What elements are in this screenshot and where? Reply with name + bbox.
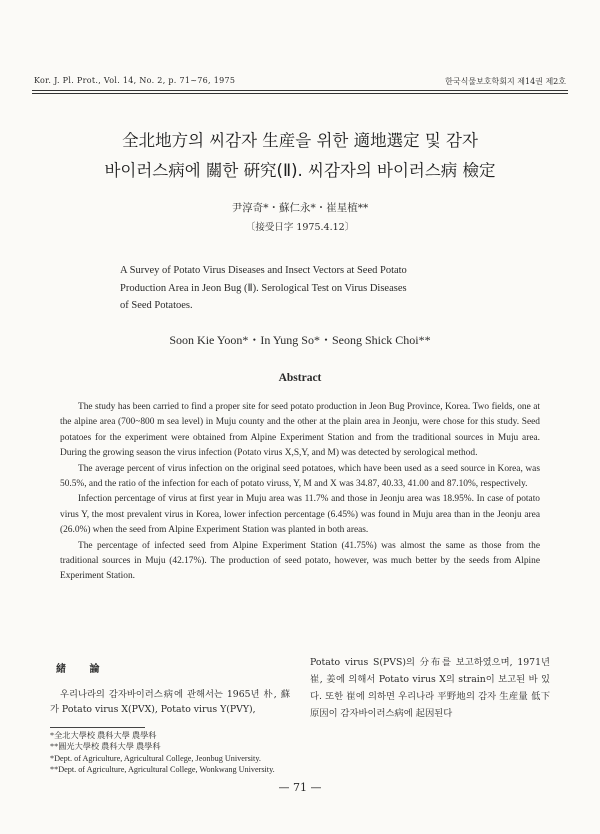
abstract-heading: Abstract <box>278 372 322 384</box>
footnote-affiliation-2-english: **Dept. of Agriculture, Agricultural College, Wonkwang University. <box>50 764 275 774</box>
header-rule <box>32 90 568 94</box>
intro-paragraph-left: 우리나라의 감자바이러스病에 관해서는 1965년 朴, 蘇가 Potato virus X(PVX), Potato virus Y(PVY), <box>50 688 290 715</box>
intro-right-column <box>310 654 550 722</box>
footnote-rule <box>50 727 145 728</box>
intro-heading: 緒 論 <box>56 664 110 675</box>
abstract-paragraph: The average percent of virus infection on the original seed potatoes, which have been used as a seed source in Korea, was 50.5%, and the ratio of the infection for each of potato viruss, Y, M and X was 34.87, 40.33, 41.00 and 87.10%, respectively. <box>60 463 540 490</box>
received-date: 〔接受日字 1975.4.12〕 <box>245 222 355 233</box>
footnote-affiliation-2-korean: **圓光大學校 農科大學 農學科 <box>50 742 161 752</box>
journal-citation: Kor. J. Pl. Prot., Vol. 14, No. 2, p. 71~76, 1975 <box>34 76 236 85</box>
journal-name-korean: 한국식물보호학회지 제14권 제2호 <box>445 77 566 86</box>
abstract-body <box>60 400 540 585</box>
footnote-affiliation-1-korean: *全北大學校 農科大學 農學科 <box>50 731 157 740</box>
english-title <box>120 262 520 315</box>
footnote-affiliation-1-english: *Dept. of Agriculture, Agricultural College, Jeonbug University. <box>50 753 261 763</box>
english-title-line-3: of Seed Potatoes. <box>120 300 193 311</box>
intro-paragraph-right: Potato virus S(PVS)의 分布를 보고하였으며, 1971년 崔, 姜에 의해서 Potato virus X의 strain이 보고된 바 있다. 또한 崔에 의하면 우리나라 平野地의 감자 生産量 低下 原因이 감자바이러스病에 起因된다 <box>310 657 550 719</box>
title-line-1: 全北地方의 씨감자 生産을 위한 適地選定 및 감자 <box>122 131 478 150</box>
authors-english: Soon Kie Yoon*・In Yung So*・Seong Shick Choi** <box>169 333 431 347</box>
abstract-paragraph: The percentage of infected seed from Alpine Experiment Station (41.75%) was almost the same as those from the traditional sources in Muju (42.17%). The production of seed potato, however, was much better by the seeds from Alpine Experiment Station. <box>60 540 540 582</box>
english-title-line-2: Production Area in Jeon Bug (Ⅱ). Serological Test on Virus Diseases <box>120 282 407 294</box>
authors-korean: 尹淳奇*・蘇仁永*・崔星植** <box>231 202 369 214</box>
abstract-paragraph: Infection percentage of virus at first year in Muju area was 11.7% and those in Jeonju area was 18.95%. In case of potato virus Y, the most prevalent virus in Korea, lower infection percentage (6.45%) was found in Muju area than in the Jeonju area (26.0%) when the seed from Alpine Experiment Station was planted in both areas. <box>60 494 540 536</box>
title-line-2: 바이러스病에 關한 硏究(Ⅱ). 씨감자의 바이러스病 檢定 <box>104 161 496 180</box>
english-title-line-1: A Survey of Potato Virus Diseases and Insect Vectors at Seed Potato <box>120 265 407 276</box>
page-number: — 71 — <box>278 781 322 794</box>
footnotes <box>50 730 550 775</box>
abstract-paragraph: The study has been carried to find a proper site for seed potato production in Jeon Bug Province, Korea. Two fields, one at the alpine area (700~800 m sea level) in Muju county and the other at the plain area in Jeonju, were chose for this study. Seed potatoes for the experiment were obtained from Alpine Experiment Station and from the traditional sources in Muju area. During the growing season the virus infection (Potato virus X,S,Y, and M) was detected by serological method. <box>60 402 540 459</box>
paper-title <box>20 126 580 186</box>
intro-left-column <box>50 662 290 718</box>
